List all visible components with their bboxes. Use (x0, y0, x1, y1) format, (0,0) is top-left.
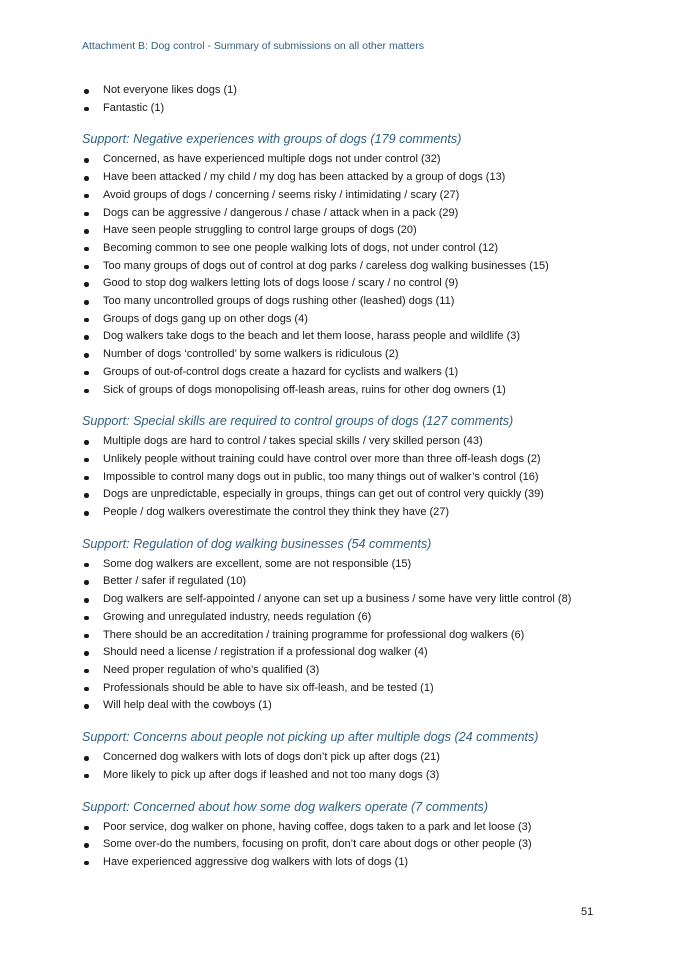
list-item-text: Professionals should be able to have six off-leash, and be tested (1) (103, 681, 434, 694)
list-item-text: Poor service, dog walker on phone, having coffee, dogs taken to a park and let loose (3) (103, 820, 532, 833)
list-item (82, 591, 642, 609)
section-heading: Support: Special skills are required to control groups of dogs (127 comments) (82, 414, 514, 429)
list-item-text: More likely to pick up after dogs if leashed and not too many dogs (3) (103, 768, 440, 781)
list-item-text: Have experienced aggressive dog walkers with lots of dogs (1) (103, 855, 409, 868)
list-item-text: Sick of groups of dogs monopolising off-leash areas, ruins for other dog owners (1) (103, 383, 506, 396)
list-item (82, 205, 642, 223)
bullet-icon (84, 774, 89, 779)
list-item-text: Need proper regulation of who’s qualified (3) (103, 663, 320, 676)
list-item-text: Dog walkers take dogs to the beach and let them loose, harass people and wildlife (3) (103, 330, 521, 343)
list-item (82, 382, 642, 400)
list-item (82, 767, 642, 785)
list-item-text: Groups of dogs gang up on other dogs (4) (103, 312, 308, 325)
section-list (82, 556, 642, 715)
list-item-text: Have seen people struggling to control large groups of dogs (20) (103, 224, 417, 237)
list-item-text: Avoid groups of dogs / concerning / seems risky / intimidating / scary (27) (103, 188, 460, 201)
list-item-text: Too many groups of dogs out of control at dog parks / careless dog walking businesses (15) (103, 259, 549, 272)
bullet-icon (84, 598, 89, 603)
list-item-text: Dogs can be aggressive / dangerous / chase / attack when in a pack (29) (103, 206, 459, 219)
bullet-icon (84, 687, 89, 692)
bullet-icon (84, 861, 89, 866)
list-item-text: Groups of out-of-control dogs create a hazard for cyclists and walkers (1) (103, 365, 459, 378)
bullet-icon (84, 89, 89, 94)
list-item (82, 169, 642, 187)
bullet-icon (84, 247, 89, 252)
list-item-text: Some over-do the numbers, focusing on profit, don’t care about dogs or other people (3) (103, 838, 532, 851)
list-item-text: Multiple dogs are hard to control / takes special skills / very skilled person (43) (103, 435, 483, 448)
list-item (82, 556, 642, 574)
list-item-text: Should need a license / registration if a professional dog walker (4) (103, 646, 428, 659)
intro-list (82, 82, 642, 117)
bullet-icon (84, 440, 89, 445)
bullet-icon (84, 826, 89, 831)
list-item (82, 697, 642, 715)
list-item (82, 469, 642, 487)
list-item-text: Unlikely people without training could have control over more than three off-leash dogs (2) (103, 452, 541, 465)
bullet-icon (84, 580, 89, 585)
bullet-icon (84, 300, 89, 305)
list-item (82, 100, 642, 118)
list-item (82, 662, 642, 680)
list-item (82, 433, 642, 451)
list-item-text: Not everyone likes dogs (1) (103, 84, 237, 96)
list-item-text: Number of dogs ‘controlled’ by some walkers is ridiculous (2) (103, 348, 399, 361)
list-item-text: Good to stop dog walkers letting lots of dogs loose / scary / no control (9) (103, 277, 459, 290)
bullet-icon (84, 616, 89, 621)
list-item (82, 749, 642, 767)
list-item (82, 451, 642, 469)
bullet-icon (84, 634, 89, 639)
list-item (82, 627, 642, 645)
list-item (82, 609, 642, 627)
page-number: 51 (581, 906, 594, 918)
list-item (82, 573, 642, 591)
list-item-text: Fantastic (1) (103, 101, 165, 114)
list-item-text: Have been attacked / my child / my dog has been attacked by a group of dogs (13) (103, 171, 506, 184)
bullet-icon (84, 107, 89, 112)
list-item (82, 680, 642, 698)
sections-container (82, 131, 642, 871)
list-item-text: There should be an accreditation / training programme for professional dog walkers (6) (103, 628, 525, 641)
section-heading: Support: Negative experiences with groups of dogs (179 comments) (82, 132, 462, 147)
list-item (82, 275, 642, 293)
page-header: Attachment B: Dog control - Summary of submissions on all other matters (82, 40, 424, 52)
bullet-icon (84, 212, 89, 217)
list-item-text: Some dog walkers are excellent, some are not responsible (15) (103, 557, 412, 570)
bullet-icon (84, 493, 89, 498)
bullet-icon (84, 371, 89, 376)
list-item (82, 504, 642, 522)
section-list (82, 819, 642, 872)
bullet-icon (84, 756, 89, 761)
list-item-text: Will help deal with the cowboys (1) (103, 699, 272, 712)
list-item (82, 346, 642, 364)
list-item (82, 151, 642, 169)
bullet-icon (84, 563, 89, 568)
bullet-icon (84, 704, 89, 709)
section-list (82, 433, 642, 522)
bullet-icon (84, 265, 89, 270)
bullet-icon (84, 335, 89, 340)
list-item (82, 240, 642, 258)
list-item (82, 222, 642, 240)
list-item-text: Concerned, as have experienced multiple dogs not under control (32) (103, 153, 441, 166)
list-item-text: Becoming common to see one people walking lots of dogs, not under control (12) (103, 241, 499, 254)
list-item (82, 293, 642, 311)
list-item (82, 258, 642, 276)
document-body (82, 82, 642, 872)
section-heading: Support: Concerns about people not picking up after multiple dogs (24 comments) (82, 730, 539, 745)
bullet-icon (84, 229, 89, 234)
section-heading: Support: Regulation of dog walking businesses (54 comments) (82, 536, 432, 551)
list-item-text: Growing and unregulated industry, needs regulation (6) (103, 610, 372, 623)
bullet-icon (84, 194, 89, 199)
list-item (82, 486, 642, 504)
list-item (82, 82, 642, 100)
list-item-text: Too many uncontrolled groups of dogs rushing other (leashed) dogs (11) (103, 295, 455, 308)
list-item-text: Impossible to control many dogs out in public, too many things out of walker’s control (16) (103, 470, 539, 483)
bullet-icon (84, 176, 89, 181)
list-item (82, 187, 642, 205)
bullet-icon (84, 389, 89, 394)
list-item (82, 819, 642, 837)
list-item (82, 328, 642, 346)
list-item (82, 364, 642, 382)
bullet-icon (84, 158, 89, 163)
bullet-icon (84, 353, 89, 358)
bullet-icon (84, 669, 89, 674)
list-item-text: Dogs are unpredictable, especially in groups, things can get out of control very quickly (39) (103, 488, 544, 501)
section-list (82, 151, 642, 399)
list-item (82, 836, 642, 854)
bullet-icon (84, 318, 89, 323)
bullet-icon (84, 843, 89, 848)
bullet-icon (84, 476, 89, 481)
list-item-text: Dog walkers are self-appointed / anyone can set up a business / some have very little control (8) (103, 593, 572, 606)
section-list (82, 749, 642, 784)
bullet-icon (84, 511, 89, 516)
list-item-text: People / dog walkers overestimate the control they think they have (27) (103, 506, 450, 519)
bullet-icon (84, 651, 89, 656)
list-item (82, 644, 642, 662)
list-item-text: Better / safer if regulated (10) (103, 575, 247, 588)
bullet-icon (84, 458, 89, 463)
list-item (82, 854, 642, 872)
list-item-text: Concerned dog walkers with lots of dogs don’t pick up after dogs (21) (103, 751, 440, 764)
section-heading: Support: Concerned about how some dog walkers operate (7 comments) (82, 799, 489, 814)
bullet-icon (84, 282, 89, 287)
list-item (82, 311, 642, 329)
